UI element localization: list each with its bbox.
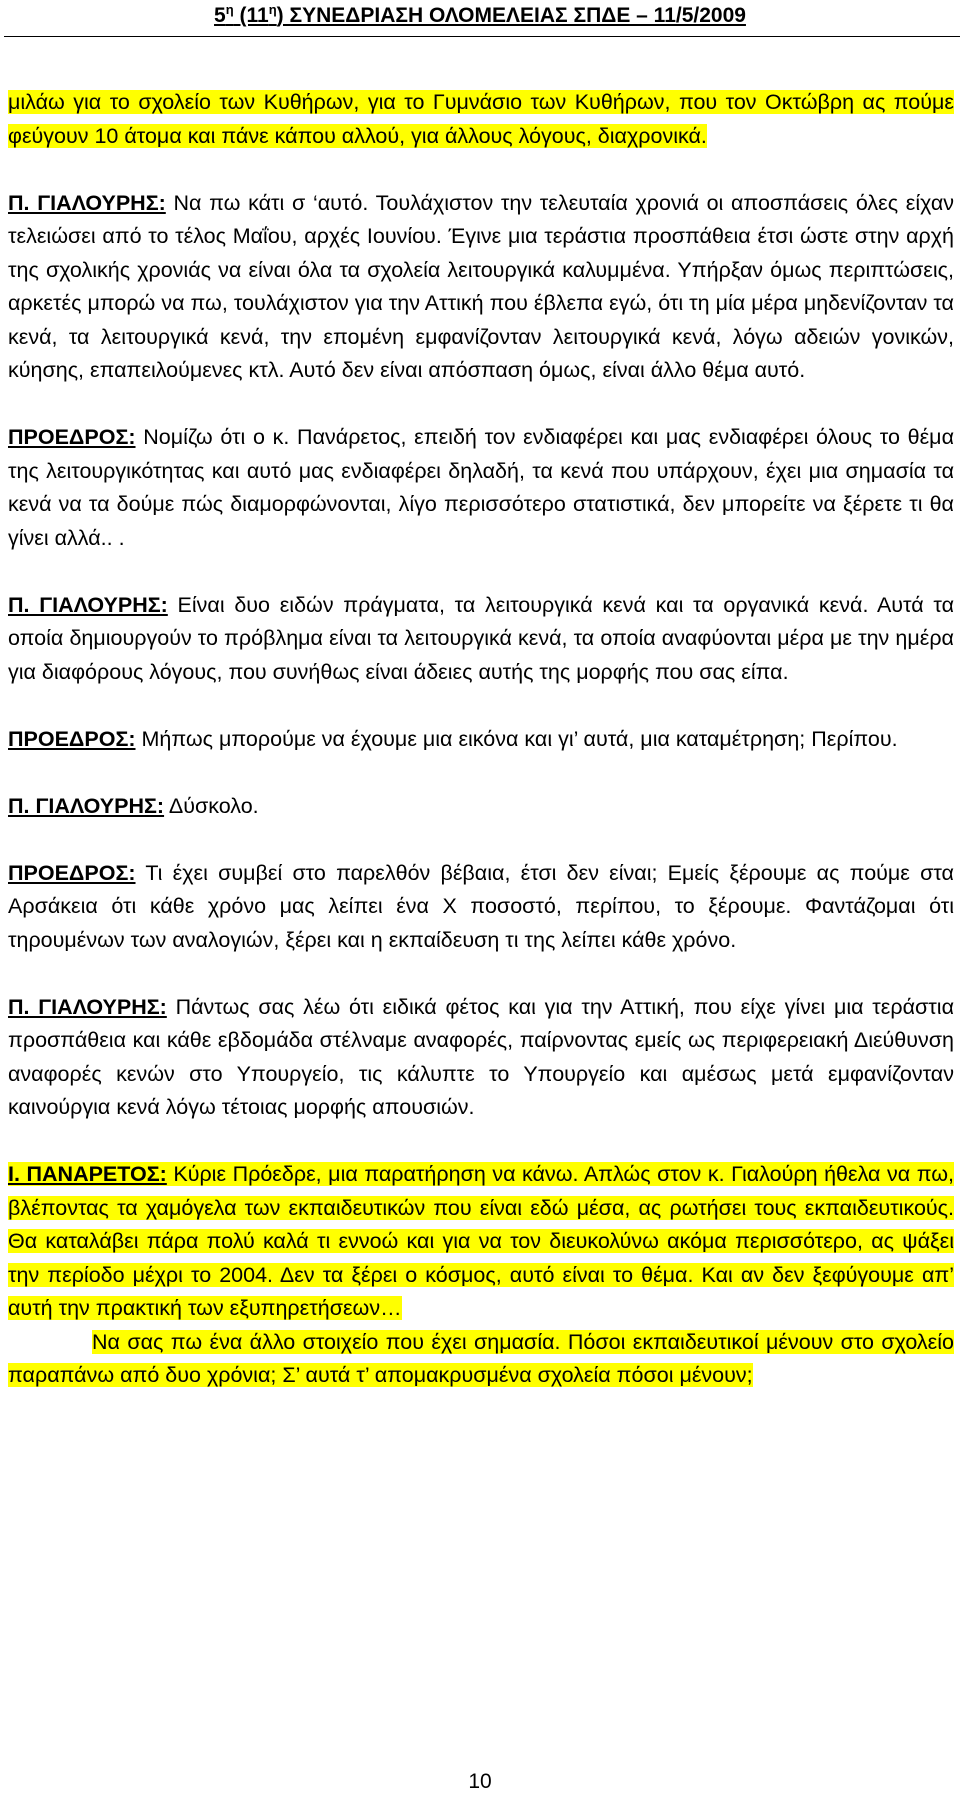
speaker-name: Π. ΓΙΑΛΟΥΡΗΣ: [8,592,168,617]
page-number: 10 [468,1770,492,1793]
highlighted-text: Να σας πω ένα άλλο στοιχείο που έχει σημασία. Πόσοι εκπαιδευτικοί μένουν στο σχολείο παραπάνω από δυο χρόνια; Σ’ αυτά τ’ απομακρυσμένα σχολεία πόσοι μένουν; [8,1329,954,1387]
header-sup2: η [268,2,277,17]
speech-text: Δύσκολο. [164,793,259,818]
speaker-name: Π. ΓΙΑΛΟΥΡΗΣ: [8,994,167,1019]
speech-text: Να πω κάτι σ ‘αυτό. Τουλάχιστον την τελευταία χρονιά οι αποσπάσεις όλες είχαν τελειώσει από το τέλος Μαΐου, αρχές Ιουνίου. Έγινε μια τεράστια προσπάθεια έτσι ώστε στην αρχή της σχολικής χρονιάς να είναι όλα τα σχολεία λειτουργικά καλυμμένα. Υπήρξαν όμως περιπτώσεις, αρκετές μπορώ να πω, τουλάχιστον για την Αττική που έβλεπα εγώ, ότι τη μία μέρα μηδενίζονταν τα κενά, τα λειτουργικά κενά, την επομένη εμφανίζονταν λειτουργικά κενά, λόγω αδειών γονικών, κύησης, επαπειλούμενες κτλ. Αυτό δεν είναι απόσπαση όμως, είναι άλλο θέμα αυτό. [8,190,955,382]
paragraph-5 [8,723,954,757]
paragraph-gap [8,1125,954,1159]
paragraph-6 [8,790,954,824]
speaker-name: ΠΡΟΕΔΡΟΣ: [8,425,136,449]
speaker-name: Ι. ΠΑΝΑΡΕΤΟΣ: [8,1162,167,1186]
header-sup1: η [225,2,234,17]
paragraph-10 [8,1326,954,1393]
speech-text: Τι έχει συμβεί στο παρελθόν βέβαια, έτσι δεν είναι; Εμείς ξέρουμε ας πούμε στα Αρσάκεια ότι κάθε χρόνο μας λείπει ένα Χ ποσοστό, περίπου, το ξέρουμε. Φαντάζομαι ότι τηρουμένων των αναλογιών, ξέρει και η εκπαίδευση τι της λείπει κάθε χρόνο. [8,860,954,952]
speaker-name: Π. ΓΙΑΛΟΥΡΗΣ: [8,190,166,215]
header-title [214,4,746,27]
speech-text: Νομίζω ότι ο κ. Πανάρετος, επειδή τον ενδιαφέρει και μας ενδιαφέρει όλους το θέμα της λειτουργικότητας και αυτό μας ενδιαφέρει δηλαδή, τα κενά που υπάρχουν, έχει μια σημασία τα κενά να τα δούμε πώς διαμορφώνονται, λίγο περισσότερο στατιστικά, δεν μπορείτε να ξέρετε τι θα γίνει αλλά.. . [8,425,954,550]
paragraph-gap [8,957,954,991]
transcript-body [8,86,954,1393]
paragraph-gap [8,823,954,857]
paragraph-gap [8,388,954,422]
paragraph-9 [8,1158,954,1326]
paragraph-7 [8,857,954,958]
speech-text: Μήπως μπορούμε να έχουμε μια εικόνα και γι’ αυτά, μια καταμέτρηση; Περίπου. [135,726,898,751]
paragraph-2 [8,187,954,388]
paragraph-gap [8,689,954,723]
speaker-name: ΠΡΟΕΔΡΟΣ: [8,726,136,751]
paragraph-gap [8,555,954,589]
header-part1: 5 [214,4,226,27]
paragraph-4 [8,589,954,690]
paragraph-1 [8,86,954,153]
page-header [0,2,960,30]
paragraph-8 [8,991,954,1125]
highlighted-text: Κύριε Πρόεδρε, μια παρατήρηση να κάνω. Απλώς στον κ. Γιαλούρη ήθελα να πω, βλέποντας τα χαμόγελα των εκπαιδευτικών που είναι εδώ μέσα, ας ρωτήσει τους εκπαιδευτικούς. Θα καταλάβει πάρα πολύ καλά τι εννοώ και για να τον διευκολύνω ακόμα περισσότερο, ας ψάξει την περίοδο μέχρι το 2004. Δεν τα ξέρει ο κόσμος, αυτό είναι το θέμα. Και αν δεν ξεφύγουμε απ’ αυτή την πρακτική των εξυπηρετήσεων… [8,1162,954,1320]
speech-text: Πάντως σας λέω ότι ειδικά φέτος και για την Αττική, που είχε γίνει μια τεράστια προσπάθεια και κάθε εβδομάδα στέλναμε αναφορές, παίρνοντας εμείς ως περιφερειακή Διεύθυνση αναφορές κενών στο Υπουργείο, τις κάλυπτε το Υπουργείο και αμέσως μετά εμφανίζονταν καινούργια κενά λόγω τέτοιας μορφής απουσιών. [8,994,954,1119]
paragraph-gap [8,756,954,790]
paragraph-gap [8,153,954,187]
highlighted-text: μιλάω για το σχολείο των Κυθήρων, για το Γυμνάσιο των Κυθήρων, που τον Οκτώβρη ας πούμε φεύγουν 10 άτομα και πάνε κάπου αλλού, για άλλους λόγους, διαχρονικά. [8,90,954,148]
paragraph-3 [8,421,954,555]
header-rule [4,36,960,37]
header-part2: (11 [233,4,269,27]
header-part3: ) ΣΥΝΕΔΡΙΑΣΗ ΟΛΟΜΕΛΕΙΑΣ ΣΠΔΕ – 11/5/2009 [276,4,746,27]
speaker-name: ΠΡΟΕΔΡΟΣ: [8,860,136,885]
speaker-name: Π. ΓΙΑΛΟΥΡΗΣ: [8,793,165,818]
speech-text: Είναι δυο ειδών πράγματα, τα λειτουργικά κενά και τα οργανικά κενά. Αυτά τα οποία δημιουργούν το πρόβλημα είναι τα λειτουργικά κενά, τα οποία αναφύονται μέρα με την ημέρα για διαφόρους λόγους, που συνήθως είναι άδειες αυτής της μορφής που σας είπα. [8,592,954,684]
